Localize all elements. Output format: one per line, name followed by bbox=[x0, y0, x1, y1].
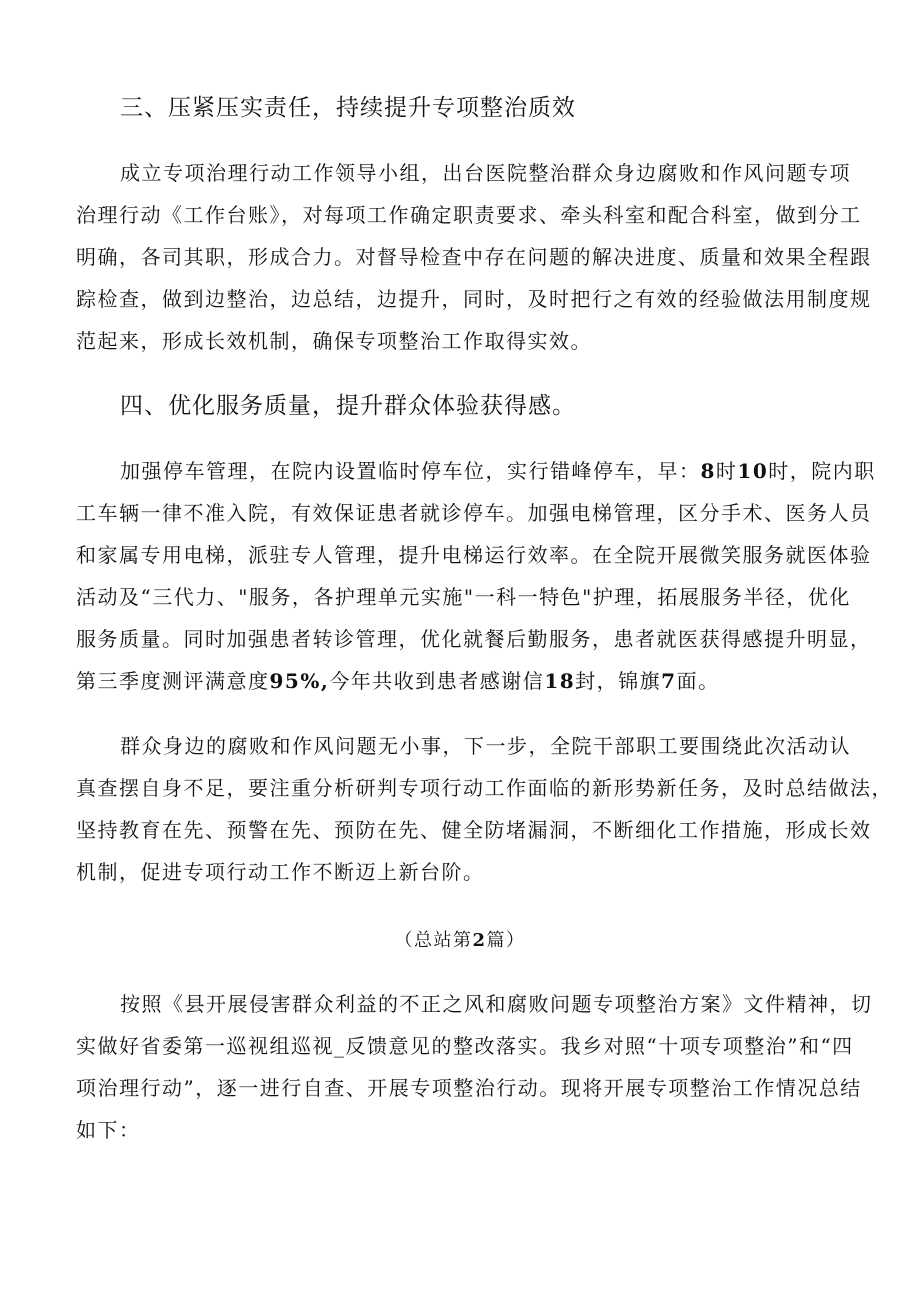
paragraph-line: 项治理行动”，逐一进行自查、开展专项整治行动。现将开展专项整治工作情况总结 bbox=[76, 1076, 862, 1100]
bold-number: 10 bbox=[737, 459, 769, 483]
paragraph-line: 工车辆一律不准入院，有效保证患者就诊停车。加强电梯管理，区分手术、医务人员 bbox=[76, 501, 872, 525]
paragraph-line: 机制，促进专项行动工作不断迈上新台阶。 bbox=[76, 860, 485, 884]
paragraph-line: 如下： bbox=[76, 1118, 141, 1142]
text-run: 时，院内职 bbox=[768, 459, 876, 483]
section-heading-4: 四、优化服务质量，提升群众体验获得感。 bbox=[120, 393, 576, 419]
paragraph-line: 群众身边的腐败和作风问题无小事，下一步，全院干部职工要围绕此次活动认 bbox=[120, 734, 851, 758]
paragraph-line: 坚持教育在先、预警在先、预防在先、健全防堵漏洞，不断细化工作措施，形成长效 bbox=[76, 818, 872, 842]
text-run: 今年共收到患者感谢信 bbox=[329, 669, 545, 693]
paragraph-line: 踪检查，做到边整治，边总结，边提升，同时，及时把行之有效的经验做法用制度规 bbox=[76, 287, 872, 311]
section-heading-3: 三、压紧压实责任，持续提升专项整治质效 bbox=[120, 95, 576, 121]
paragraph-line bbox=[120, 458, 876, 484]
paragraph-line: 治理行动《工作台账》，对每项工作确定职责要求、牵头科室和配合科室，做到分工 bbox=[76, 203, 862, 227]
paragraph-line: 成立专项治理行动工作领导小组，出台医院整治群众身边腐败和作风问题专项 bbox=[120, 161, 851, 185]
bold-number: 95%, bbox=[269, 669, 330, 693]
bold-number: 18 bbox=[544, 669, 576, 693]
paragraph-line: 真查摆自身不足，要注重分析研判专项行动工作面临的新形势新任务，及时总结做法， bbox=[76, 776, 893, 800]
paragraph-line: 服务质量。同时加强患者转诊管理，优化就餐后勤服务，患者就医获得感提升明显， bbox=[76, 627, 872, 651]
text-run: 时 bbox=[715, 459, 738, 483]
text-run: 第三季度测评满意度 bbox=[76, 669, 270, 693]
paragraph-line: 范起来，形成长效机制，确保专项整治工作取得实效。 bbox=[76, 329, 592, 353]
paragraph-line: 明确，各司其职，形成合力。对督导检查中存在问题的解决进度、质量和效果全程跟 bbox=[76, 245, 872, 269]
paragraph-line: 活动及“三代力、"服务，各护理单元实施"一科一特色"护理，拓展服务半径，优化 bbox=[76, 585, 851, 609]
bold-number: 7 bbox=[661, 669, 677, 693]
text-run: 加强停车管理，在院内设置临时停车位，实行错峰停车，早： bbox=[120, 459, 701, 483]
paragraph-line: 和家属专用电梯，派驻专人管理，提升电梯运行效率。在全院开展微笑服务就医体验 bbox=[76, 543, 872, 567]
text-run: 封，锦旗 bbox=[575, 669, 662, 693]
paragraph-line: 实做好省委第一巡视组巡视_反馈意见的整改落实。我乡对照“十项专项整治”和“四 bbox=[76, 1034, 854, 1058]
text-run: 面。 bbox=[676, 669, 720, 693]
part-title bbox=[0, 928, 920, 954]
text-run: （总站第 bbox=[394, 930, 473, 951]
paragraph-line bbox=[76, 668, 720, 694]
bold-number: 8 bbox=[700, 459, 716, 483]
bold-number: 2 bbox=[472, 930, 487, 951]
paragraph-line: 按照《县开展侵害群众利益的不正之风和腐败问题专项整治方案》文件精神，切 bbox=[120, 992, 873, 1016]
text-run: 篇） bbox=[486, 930, 526, 951]
